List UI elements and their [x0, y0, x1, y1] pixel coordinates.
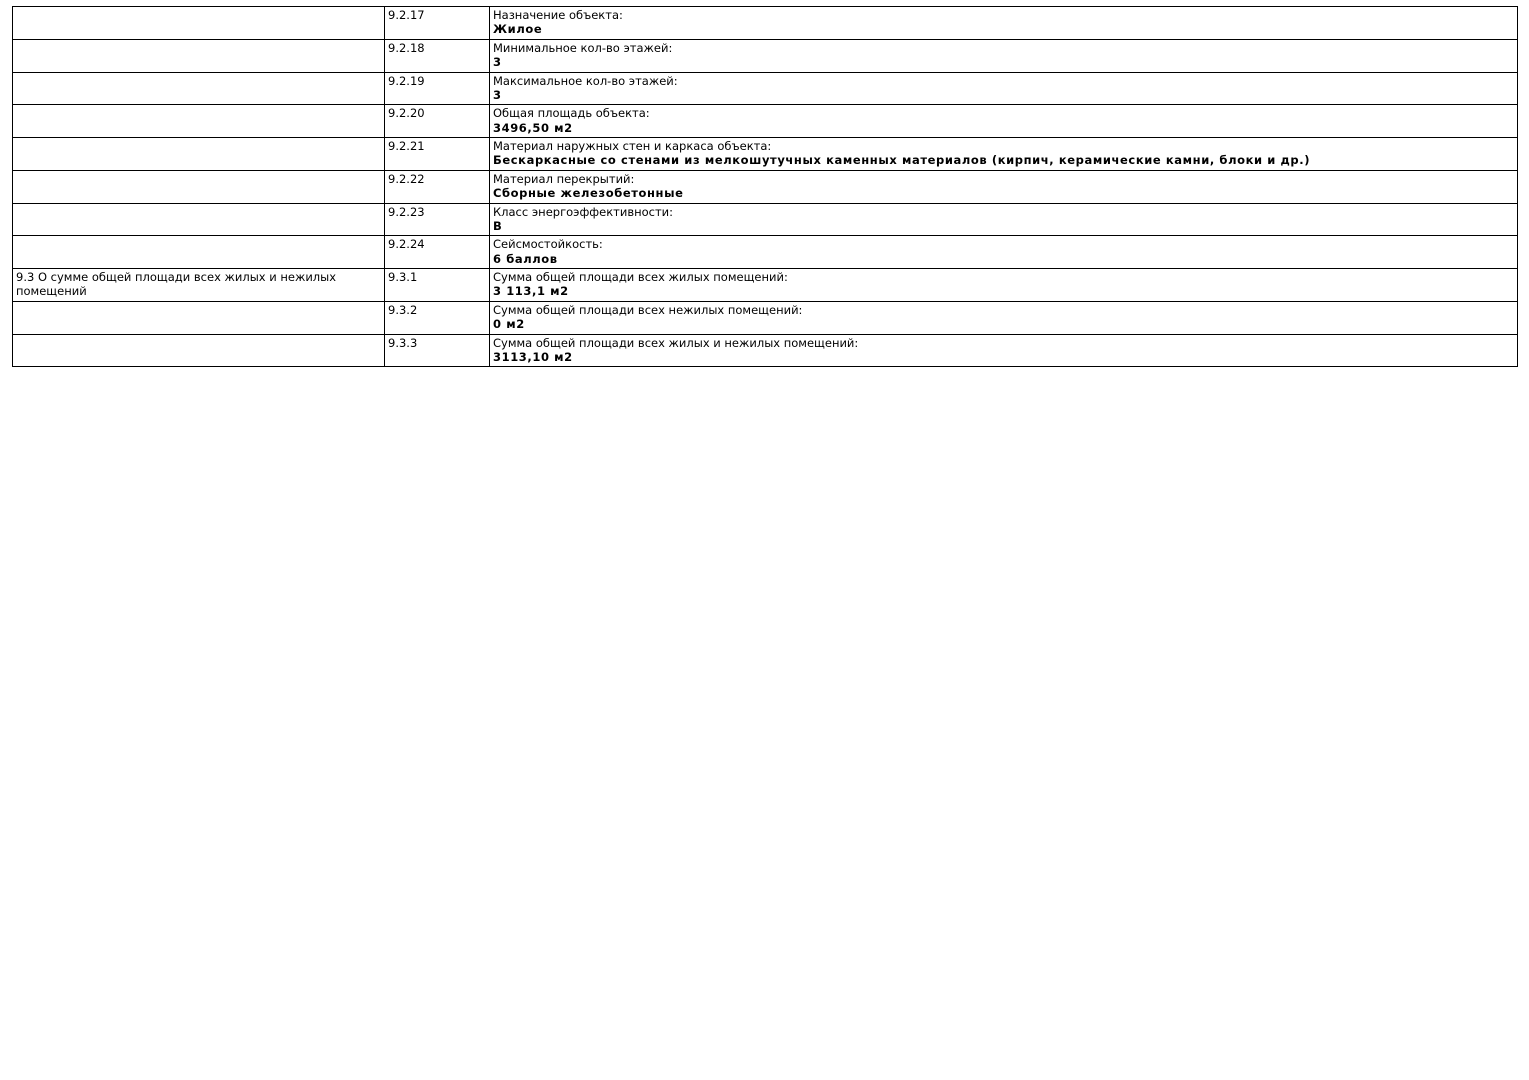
- row-value-cell: [490, 7, 1518, 40]
- row-code: 9.2.22: [385, 170, 490, 203]
- field-label: Сумма общей площади всех жилых и нежилых помещений:: [493, 335, 859, 350]
- field-label: Класс энергоэффективности:: [493, 204, 674, 219]
- field-value: 6 баллов: [493, 251, 558, 266]
- row-value-cell: [490, 105, 1518, 138]
- row-code: 9.2.23: [385, 203, 490, 236]
- table-row: [13, 203, 1518, 236]
- row-value-cell: [490, 236, 1518, 269]
- row-value-cell: [490, 170, 1518, 203]
- row-section-label: [13, 72, 385, 105]
- field-value: Сборные железобетонные: [493, 186, 684, 201]
- row-section-label: 9.3 О сумме общей площади всех жилых и нежилых помещений: [13, 269, 385, 302]
- row-code: 9.2.21: [385, 138, 490, 171]
- row-section-label: [13, 301, 385, 334]
- row-code: 9.2.20: [385, 105, 490, 138]
- table-body: [13, 7, 1518, 367]
- table-row: [13, 105, 1518, 138]
- project-declaration-table: [12, 6, 1518, 367]
- table-row: [13, 334, 1518, 367]
- row-code: 9.3.1: [385, 269, 490, 302]
- field-label: Общая площадь объекта:: [493, 106, 650, 121]
- field-value: 3496,50 м2: [493, 120, 573, 135]
- row-code: 9.2.19: [385, 72, 490, 105]
- table-row: [13, 72, 1518, 105]
- field-value: 3: [493, 87, 502, 102]
- field-label: Максимальное кол-во этажей:: [493, 73, 678, 88]
- row-code: 9.2.17: [385, 7, 490, 40]
- row-value-cell: [490, 301, 1518, 334]
- row-section-label: [13, 170, 385, 203]
- field-label: Сумма общей площади всех жилых помещений:: [493, 270, 788, 284]
- table-row: [13, 236, 1518, 269]
- row-code: 9.3.3: [385, 334, 490, 367]
- field-label: Сейсмостойкость:: [493, 237, 603, 252]
- row-value-cell: [490, 203, 1518, 236]
- field-label: Минимальное кол-во этажей:: [493, 40, 673, 55]
- row-code: 9.2.18: [385, 39, 490, 72]
- field-value: Бескаркасные со стенами из мелкошутучных каменных материалов (кирпич, керамические камни, блоки и др.): [493, 153, 1311, 168]
- row-section-label: [13, 105, 385, 138]
- row-value-cell: [490, 39, 1518, 72]
- field-value: 3: [493, 55, 502, 70]
- field-label: Назначение объекта:: [493, 8, 623, 22]
- field-value: 3 113,1 м2: [493, 284, 569, 299]
- field-value: 0 м2: [493, 317, 525, 332]
- field-label: Материал наружных стен и каркаса объекта:: [493, 139, 772, 153]
- row-section-label: [13, 203, 385, 236]
- row-code: 9.3.2: [385, 301, 490, 334]
- field-value: Жилое: [493, 22, 543, 37]
- field-label: Материал перекрытий:: [493, 171, 635, 186]
- row-value-cell: [490, 138, 1518, 171]
- row-value-cell: [490, 72, 1518, 105]
- row-section-label: [13, 7, 385, 40]
- row-section-label: [13, 236, 385, 269]
- row-code: 9.2.24: [385, 236, 490, 269]
- table-row: [13, 39, 1518, 72]
- table-row: [13, 170, 1518, 203]
- table-row: [13, 269, 1518, 302]
- table-row: [13, 138, 1518, 171]
- table-row: [13, 301, 1518, 334]
- table-row: [13, 7, 1518, 40]
- field-value: B: [493, 218, 503, 233]
- row-section-label: [13, 39, 385, 72]
- row-section-label: [13, 138, 385, 171]
- row-section-label: [13, 334, 385, 367]
- row-value-cell: [490, 269, 1518, 302]
- row-value-cell: [490, 334, 1518, 367]
- field-label: Сумма общей площади всех нежилых помещений:: [493, 302, 803, 317]
- field-value: 3113,10 м2: [493, 349, 573, 364]
